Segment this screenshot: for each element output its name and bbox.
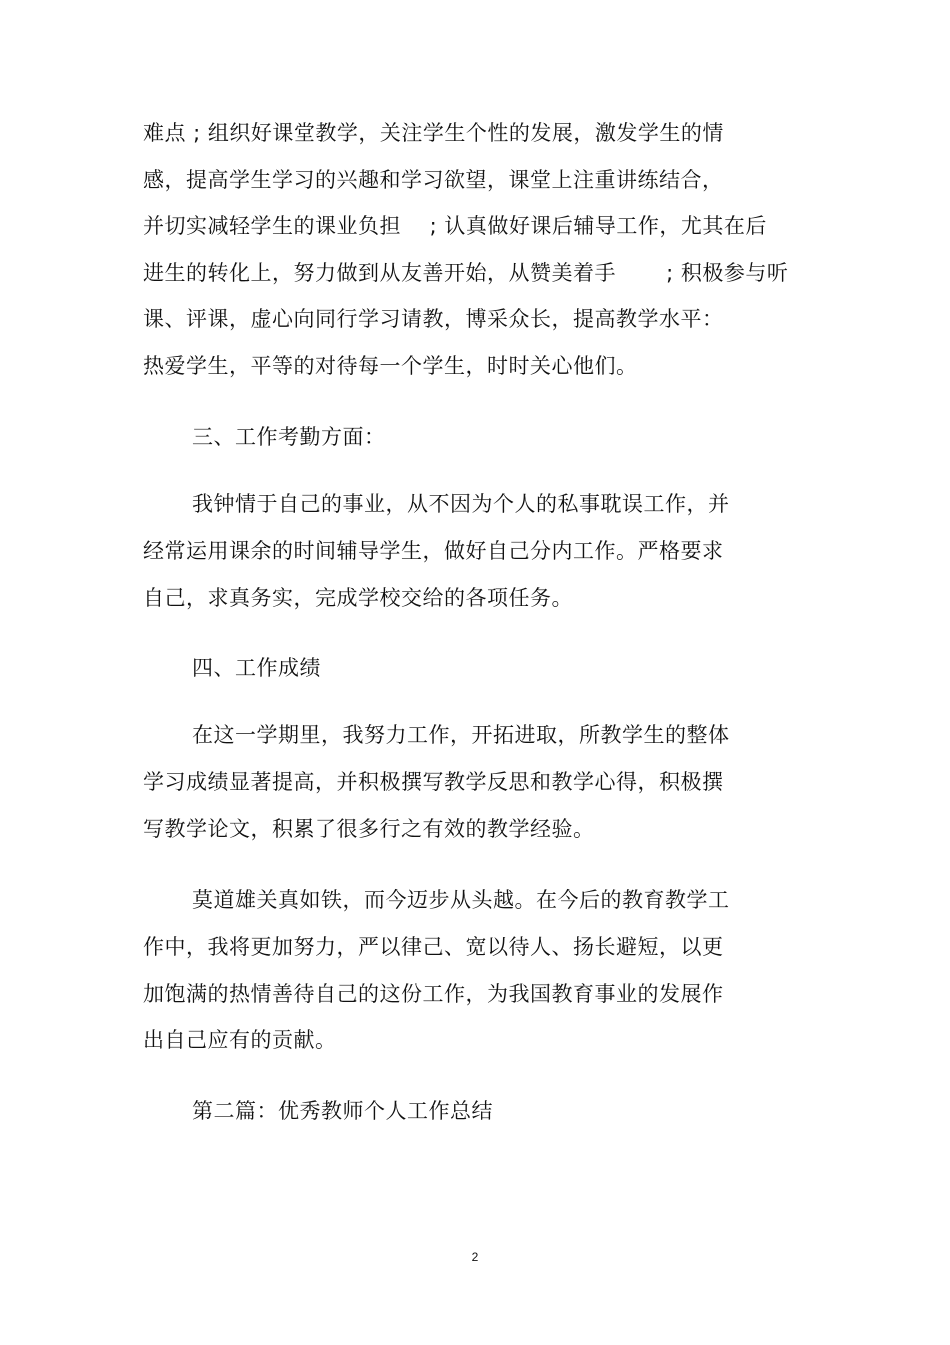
page-number: 2 [471,1250,479,1264]
paragraph-line: 难点 ; 组织好课堂教学，关注学生个性的发展，激发学生的情 [143,121,724,145]
paragraph-line: 写教学论文，积累了很多行之有效的教学经验。 [143,817,595,841]
chapter-title: 第二篇：优秀教师个人工作总结 [192,1099,493,1123]
paragraph-line: 感，提高学生学习的兴趣和学习欲望，课堂上注重讲练结合， [143,168,724,192]
section-heading: 四、工作成绩 [192,656,321,680]
paragraph-line: 出自己应有的贡献。 [143,1028,337,1052]
paragraph-line: 学习成绩显著提高，并积极撰写教学反思和教学心得，积极撰 [143,770,724,794]
paragraph-line: 自己，求真务实，完成学校交给的各项任务。 [143,586,573,610]
paragraph-line: 经常运用课余的时间辅导学生，做好自己分内工作。严格要求 [143,539,724,563]
paragraph-line: 进生的转化上，努力做到从友善开始，从赞美着手 ; 积极参与听 [143,261,789,285]
section-heading: 三、工作考勤方面： [192,425,386,449]
paragraph-line: 在这一学期里，我努力工作，开拓进取，所教学生的整体 [192,723,730,747]
paragraph-line: 并切实减轻学生的课业负担 ; 认真做好课后辅导工作，尤其在后 [143,214,767,238]
paragraph-line: 热爱学生，平等的对待每一个学生，时时关心他们。 [143,354,638,378]
paragraph-line: 加饱满的热情善待自己的这份工作，为我国教育事业的发展作 [143,982,724,1006]
paragraph-line: 莫道雄关真如铁，而今迈步从头越。在今后的教育教学工 [192,888,730,912]
paragraph-line: 课、评课，虚心向同行学习请教，博采众长，提高教学水平： [143,307,724,331]
paragraph-line: 作中，我将更加努力，严以律己、宽以待人、扬长避短，以更 [143,935,724,959]
paragraph-line: 我钟情于自己的事业，从不因为个人的私事耽误工作，并 [192,492,730,516]
